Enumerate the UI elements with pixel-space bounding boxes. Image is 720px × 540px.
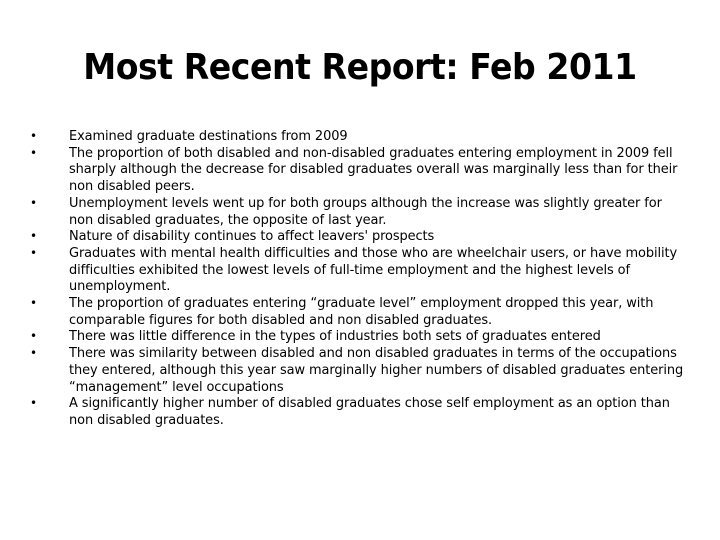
bullet-icon: • [30,396,38,411]
bullet-item [30,295,690,328]
bullet-item [30,228,690,245]
bullet-icon: • [30,145,38,160]
bullet-text: Graduates with mental health difficulties and those who are wheelchair users, or have mobility difficulties exhibited the lowest levels of full-time employment and the highest levels of unemployment. [69,244,678,295]
bullet-list [30,128,690,429]
bullet-text: There was similarity between disabled and non disabled graduates in terms of the occupations they entered, although this year saw marginally higher numbers of disabled graduates entering “management” level occupations [69,345,684,395]
bullet-text: Examined graduate destinations from 2009 [69,128,348,144]
bullet-text: Nature of disability continues to affect leavers' prospects [69,228,435,245]
bullet-icon: • [30,296,38,311]
bullet-icon: • [30,129,38,143]
bullet-item [30,395,690,428]
slide-title: Most Recent Report: Feb 2011 [83,47,637,88]
bullet-item [30,245,690,295]
bullet-text: A significantly higher number of disabled graduates chose self employment as an option than non disabled graduates. [69,395,670,428]
bullet-item [30,195,690,228]
bullet-icon: • [30,229,38,244]
bullet-item [30,145,690,195]
bullet-icon: • [30,245,38,260]
bullet-icon: • [30,346,38,361]
bullet-text: Unemployment levels went up for both groups although the increase was slightly greater for non disabled graduates, the opposite of last year. [69,194,662,228]
bullet-item [30,328,690,345]
bullet-text: There was little difference in the types of industries both sets of graduates entered [69,328,601,345]
bullet-item [30,345,690,395]
bullet-text: The proportion of both disabled and non-disabled graduates entering employment in 2009 fell sharply although the decrease for disabled graduates overall was marginally less than for their non disabled peers. [69,144,678,195]
bullet-icon: • [30,329,38,344]
bullet-item [30,128,690,145]
bullet-icon: • [30,195,38,210]
bullet-text: The proportion of graduates entering “graduate level” employment dropped this year, with comparable figures for both disabled and non disabled graduates. [69,295,654,328]
